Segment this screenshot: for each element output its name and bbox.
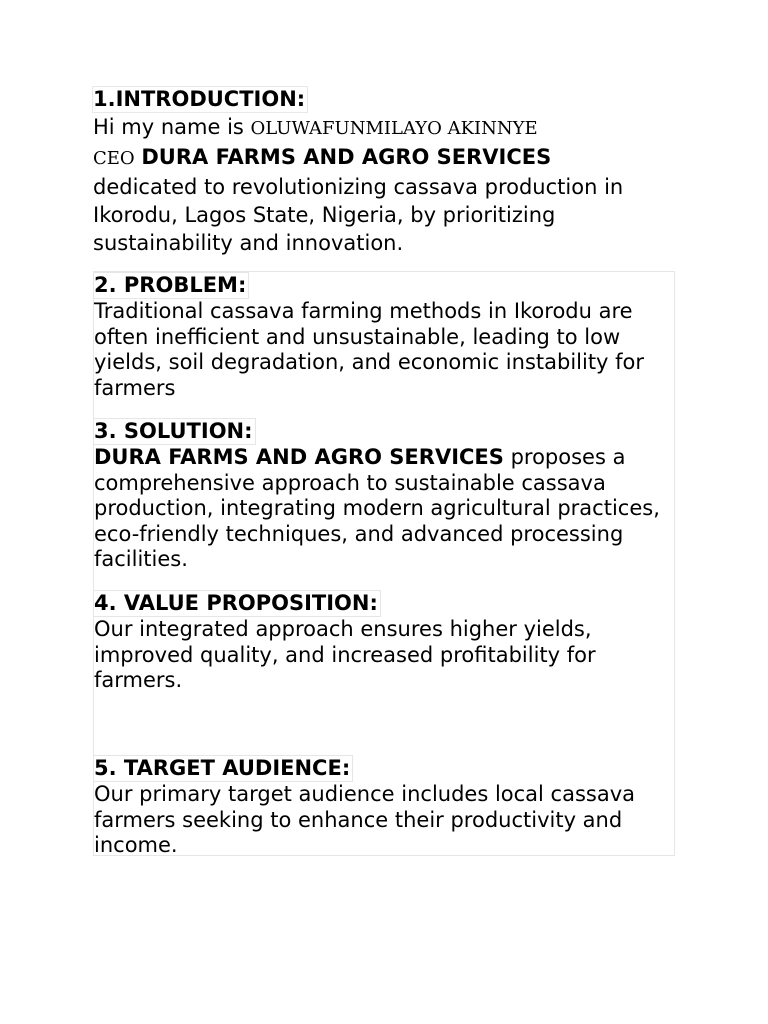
value-proposition-body: Our integrated approach ensures higher yields, improved quality, and increased profitability for farmers.	[94, 617, 596, 692]
solution-company-name: DURA FARMS AND AGRO SERVICES	[94, 445, 504, 469]
problem-heading: 2. PROBLEM:	[93, 272, 249, 299]
sections-box	[93, 271, 675, 856]
founder-title: CEO	[93, 148, 135, 169]
company-name: DURA FARMS AND AGRO SERVICES	[141, 145, 552, 169]
introduction-title-line	[93, 143, 683, 173]
introduction-body: dedicated to revolutionizing cassava production in Ikorodu, Lagos State, Nigeria, by prioritizing sustainability and innovation.	[93, 175, 624, 255]
value-proposition-section	[94, 590, 678, 694]
target-audience-section	[94, 755, 678, 859]
greeting-text: Hi my name is	[93, 115, 251, 139]
solution-body	[94, 445, 678, 573]
value-proposition-heading: 4. VALUE PROPOSITION:	[93, 590, 381, 617]
target-audience-body: Our primary target audience includes local cassava farmers seeking to enhance their productivity and income.	[94, 782, 636, 857]
problem-body: Traditional cassava farming methods in Ikorodu are often inefficient and unsustainable, leading to low yields, soil degradation, and economic instability for farmers	[94, 299, 645, 400]
introduction-heading: 1.INTRODUCTION:	[92, 86, 308, 113]
founder-name: OLUWAFUNMILAYO AKINNYE	[250, 118, 538, 139]
solution-heading: 3. SOLUTION:	[93, 418, 256, 445]
solution-text: proposes a comprehensive approach to sustainable cassava production, integrating modern agricultural practices, eco-friendly techniques, and advanced processing facilities.	[94, 445, 660, 571]
problem-section	[94, 272, 678, 401]
target-audience-heading: 5. TARGET AUDIENCE:	[93, 755, 353, 782]
introduction-greeting-line	[93, 113, 683, 143]
introduction-section	[93, 86, 683, 257]
solution-section	[94, 418, 678, 573]
